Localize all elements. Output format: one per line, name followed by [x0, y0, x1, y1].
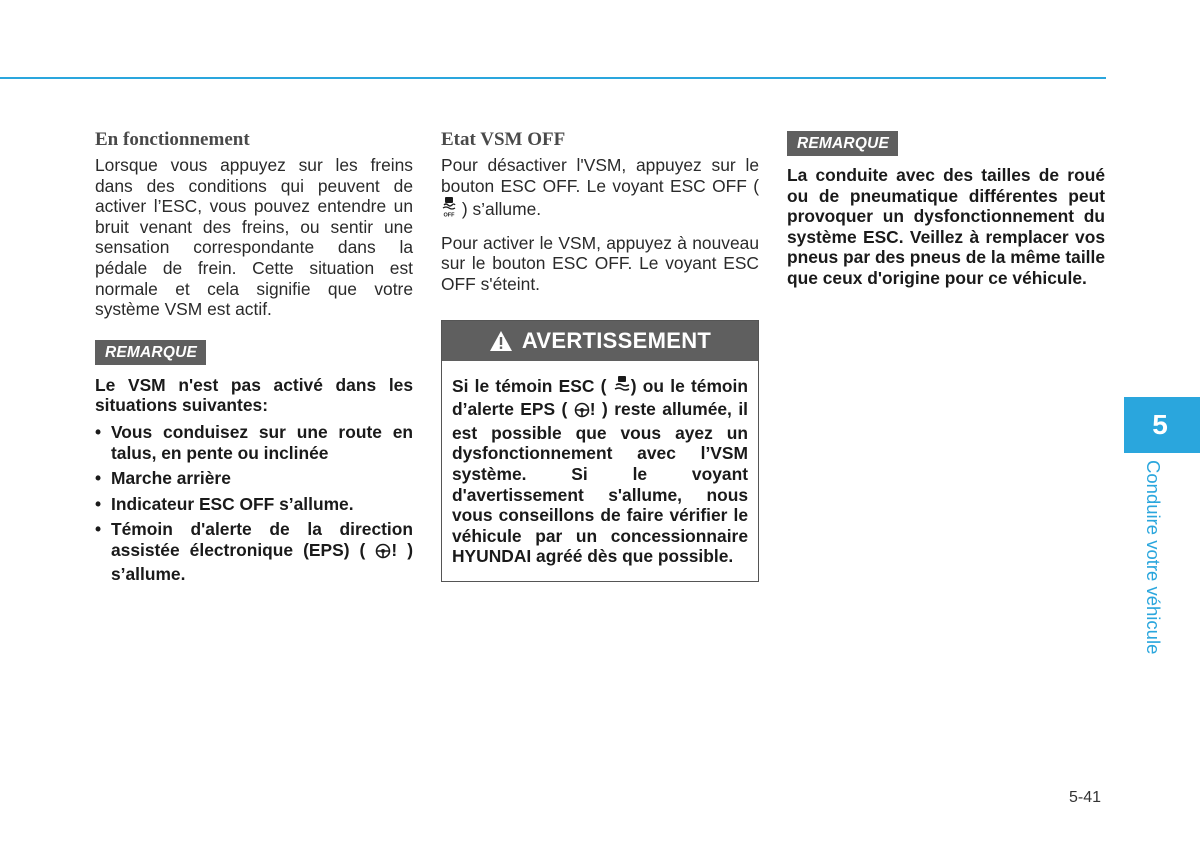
vsm-on-paragraph: Pour activer le VSM, appuyez à nouveau sur le bouton ESC OFF. Le voyant ESC OFF s'éteint.	[441, 232, 759, 294]
column-left	[95, 128, 413, 589]
steering-wheel-icon	[375, 543, 391, 564]
esc-off-icon	[441, 196, 457, 223]
page-number: 5-41	[1069, 789, 1102, 806]
steering-wheel-icon	[574, 402, 590, 423]
warning-header	[442, 321, 758, 361]
chapter-tab: 5	[1124, 397, 1200, 453]
column-right	[787, 128, 1105, 295]
warning-title: AVERTISSEMENT	[521, 327, 712, 353]
note-intro: Le VSM n'est pas activé dans les situations suivantes:	[95, 374, 413, 416]
list-item: • Vous conduisez sur une route en talus, en pente ou inclinée	[95, 421, 413, 463]
section-heading-operation: En fonctionnement	[95, 129, 250, 150]
note-bullet-list	[95, 422, 413, 584]
svg-text:OFF: OFF	[443, 212, 455, 219]
chapter-title: Conduire votre véhicule	[1143, 460, 1164, 655]
note-badge: REMARQUE	[787, 131, 898, 156]
header-rule	[0, 77, 1106, 79]
list-item: • Marche arrière	[95, 468, 231, 489]
list-item: • Indicateur ESC OFF s’allume.	[95, 493, 354, 514]
vsm-off-paragraph: Pour désactiver l'VSM, appuyez sur le bouton ESC OFF. Le voyant ESC OFF ( OFF ) s’allume.	[441, 155, 759, 223]
section-heading-vsm-off: Etat VSM OFF	[441, 129, 566, 150]
operation-paragraph: Lorsque vous appuyez sur les freins dans des conditions qui peuvent de activer l’ESC, vous pouvez entendre un bruit venant des freins, ou sentir une sensation correspondante dans la pédale de frein. Cette situation est normale et cela signifie que votre système VSM est actif.	[95, 155, 413, 320]
column-middle	[441, 128, 759, 582]
tire-size-note: La conduite avec des tailles de roué ou de pneumatique différentes peut provoquer un dysfonctionnement du système ESC. Veillez à remplacer vos pneus par des pneus de la même taille que ceux d'origine pour ce véhicule.	[787, 165, 1105, 288]
warning-box	[441, 320, 759, 582]
warning-text: Si le témoin ESC ( ) ou le témoin d’alerte EPS ( ! ) reste allumée, il est possible que vous ayez un dysfonctionnement avec l’VSM système. Si le voyant d'avertissement s'allume, nous vous conseillons de faire vérifier le véhicule par un concessionnaire HYUNDAI agréé dès que possible.	[452, 375, 748, 567]
note-badge: REMARQUE	[95, 340, 206, 365]
list-item: • Témoin d'alerte de la direction assistée électronique (EPS) ( ! ) s’allume.	[95, 519, 413, 584]
warning-triangle-icon	[489, 330, 513, 352]
esc-icon	[613, 375, 631, 400]
